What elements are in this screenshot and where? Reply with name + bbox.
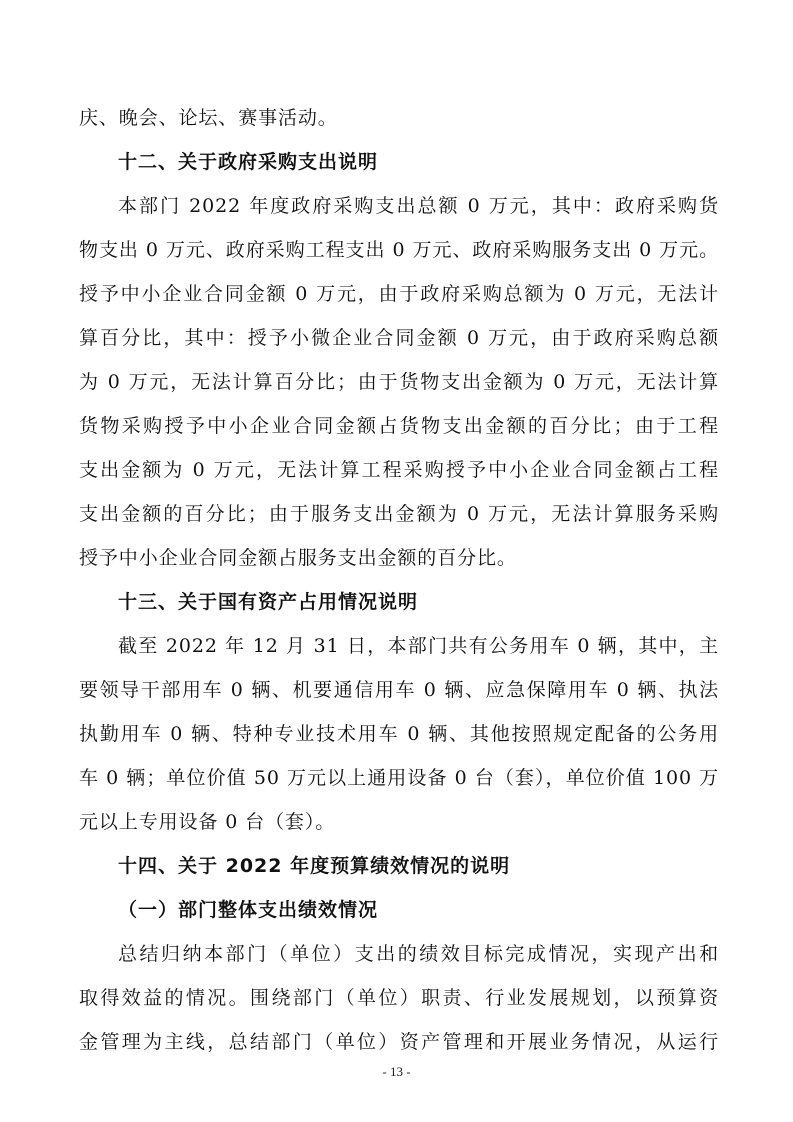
section-12-line: 授予中小企业合同金额 0 万元，由于政府采购总额为 0 万元，无法计 [79,283,719,305]
section-12-line: 物支出 0 万元、政府采购工程支出 0 万元、政府采购服务支出 0 万元。 [79,239,719,261]
paragraph-continuation: 庆、晚会、论坛、赛事活动。 [79,107,338,129]
page-number: - 13 - [382,1064,411,1079]
section-13-line: 截至 2022 年 12 月 31 日，本部门共有公务用车 0 辆，其中，主 [118,635,719,657]
section-12-line: 货物采购授予中小企业合同金额占货物支出金额的百分比；由于工程 [79,415,719,437]
section-13-heading: 十三、关于国有资产占用情况说明 [118,591,419,613]
section-12-heading: 十二、关于政府采购支出说明 [118,151,379,173]
section-14-line: 取得效益的情况。围绕部门（单位）职责、行业发展规划，以预算资 [79,987,719,1009]
section-14-line: 金管理为主线，总结部门（单位）资产管理和开展业务情况，从运行 [79,1031,719,1053]
section-14-subheading: （一）部门整体支出绩效情况 [118,899,379,921]
section-13-line: 车 0 辆；单位价值 50 万元以上通用设备 0 台（套），单位价值 100 万 [79,767,719,789]
section-12-line: 算百分比，其中：授予小微企业合同金额 0 万元，由于政府采购总额 [79,327,719,349]
section-13-line: 要领导干部用车 0 辆、机要通信用车 0 辆、应急保障用车 0 辆、执法 [79,679,719,701]
section-13-line: 执勤用车 0 辆、特种专业技术用车 0 辆、其他按照规定配备的公务用 [79,723,719,745]
section-12-line: 支出金额为 0 万元，无法计算工程采购授予中小企业合同金额占工程 [79,459,719,481]
section-12-line: 为 0 万元，无法计算百分比；由于货物支出金额为 0 万元，无法计算 [79,371,719,393]
section-13-line: 元以上专用设备 0 台（套）。 [79,811,336,833]
section-14-line: 总结归纳本部门（单位）支出的绩效目标完成情况，实现产出和 [118,943,719,965]
section-12-line: 本部门 2022 年度政府采购支出总额 0 万元，其中：政府采购货 [118,195,719,217]
section-12-line: 授予中小企业合同金额占服务支出金额的百分比。 [79,547,517,569]
section-14-heading: 十四、关于 2022 年度预算绩效情况的说明 [118,855,511,877]
section-12-line: 支出金额的百分比；由于服务支出金额为 0 万元，无法计算服务采购 [79,503,719,525]
